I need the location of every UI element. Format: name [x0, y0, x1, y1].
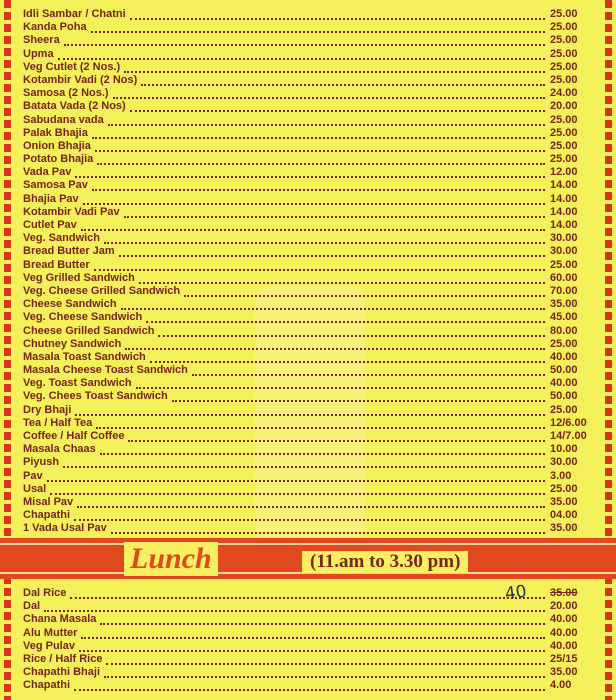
- dot-leader: [83, 201, 545, 205]
- menu-item: [23, 140, 590, 153]
- item-price: 25.00: [550, 113, 578, 126]
- menu-item: [23, 338, 590, 351]
- dot-leader: [158, 333, 545, 337]
- item-name: Chapathi: [23, 509, 71, 522]
- item-price: 25.00: [550, 8, 578, 20]
- item-name: Kotambir Vadi (2 Nos): [23, 73, 138, 86]
- menu-item: [23, 522, 590, 535]
- item-name: Bread Butter: [23, 258, 90, 271]
- item-price: 60.00: [550, 271, 578, 284]
- dot-leader: [125, 346, 545, 350]
- dot-leader: [106, 661, 545, 665]
- item-price: 20.00: [550, 600, 578, 613]
- dot-leader: [124, 69, 545, 73]
- menu-item: [23, 351, 590, 364]
- menu-item: [23, 166, 590, 179]
- menu-item: [23, 245, 590, 258]
- item-name: Batata Vada (2 Nos): [23, 100, 126, 113]
- menu-item: [23, 179, 590, 192]
- dot-leader: [92, 187, 545, 191]
- item-name: Onion Bhajia: [23, 139, 91, 152]
- menu-item: [23, 48, 590, 61]
- item-name: Alu Mutter: [23, 626, 78, 639]
- dot-leader: [74, 687, 545, 691]
- menu-item: [23, 483, 590, 496]
- dot-leader: [111, 530, 545, 534]
- item-name: Dry Bhaji: [23, 403, 72, 416]
- menu-item: [23, 325, 590, 338]
- dot-leader: [172, 398, 545, 402]
- dot-leader: [63, 464, 545, 468]
- item-name: Cheese Grilled Sandwich: [23, 324, 155, 337]
- dot-leader: [79, 648, 545, 652]
- menu-item: [23, 417, 590, 430]
- item-name: Sheera: [23, 34, 60, 47]
- dot-leader: [104, 674, 545, 678]
- dot-leader: [100, 621, 545, 625]
- dot-leader: [139, 280, 545, 284]
- dot-leader: [184, 293, 545, 297]
- item-name: Misal Pav: [23, 495, 74, 508]
- dot-leader: [141, 82, 545, 86]
- item-price: 35.00: [550, 298, 578, 311]
- menu-item: [23, 61, 590, 74]
- item-name: Piyush: [23, 456, 60, 469]
- dot-leader: [128, 438, 545, 442]
- item-name: Veg. Toast Sandwich: [23, 377, 132, 390]
- menu-item: [23, 219, 590, 232]
- item-price: 3.00: [550, 469, 572, 482]
- menu-item: [23, 404, 590, 417]
- item-price: 4.00: [550, 679, 572, 692]
- menu-item: [23, 311, 590, 324]
- dot-leader: [136, 385, 545, 389]
- item-name: Veg Grilled Sandwich: [23, 271, 135, 284]
- item-name: Kanda Poha: [23, 21, 87, 34]
- menu-item: [23, 456, 590, 469]
- item-name: Bread Butter Jam: [23, 245, 115, 258]
- item-price: 25.00: [550, 73, 578, 86]
- item-name: Bhajia Pav: [23, 192, 79, 205]
- dot-leader: [77, 504, 545, 508]
- menu-item: [23, 100, 590, 113]
- menu-item: [23, 259, 590, 272]
- item-price: 40.00: [550, 377, 578, 390]
- item-name: Samosa Pav: [23, 179, 88, 192]
- dot-leader: [70, 595, 545, 599]
- dot-leader: [108, 122, 545, 126]
- item-name: Veg. Cheese Grilled Sandwich: [23, 284, 181, 297]
- lunch-time: (11.am to 3.30 pm): [302, 551, 468, 573]
- item-name: 1 Vada Usal Pav: [23, 522, 107, 535]
- dot-leader: [74, 517, 545, 521]
- item-price: 14.00: [550, 179, 578, 192]
- dot-leader: [94, 267, 545, 271]
- item-name: Cheese Sandwich: [23, 298, 117, 311]
- dot-leader: [192, 372, 545, 376]
- dot-leader: [81, 635, 545, 639]
- lunch-title: Lunch: [124, 542, 218, 576]
- item-price: 50.00: [550, 364, 578, 377]
- item-price: 25.00: [550, 337, 578, 350]
- item-price: 30.00: [550, 456, 578, 469]
- item-price: 50.00: [550, 390, 578, 403]
- item-price: 14.00: [550, 205, 578, 218]
- menu-item: [23, 127, 590, 140]
- item-price: 24.00: [550, 87, 578, 100]
- lunch-menu-list: [23, 587, 590, 693]
- item-price: 25/15: [550, 652, 578, 665]
- item-price: 40.00: [550, 350, 578, 363]
- menu-item: [23, 666, 590, 679]
- menu-item: [23, 114, 590, 127]
- item-price: 25.00: [550, 47, 578, 60]
- item-price: 25.00: [550, 153, 578, 166]
- item-name: Pav: [23, 469, 43, 482]
- menu-item: [23, 34, 590, 47]
- item-name: Potato Bhajia: [23, 153, 94, 166]
- left-decorative-border: [4, 0, 11, 700]
- item-price: 40.00: [550, 639, 578, 652]
- handwritten-price: 40: [503, 581, 528, 605]
- item-price: 80.00: [550, 324, 578, 337]
- item-price: 12.00: [550, 166, 578, 179]
- item-name: Veg. Chees Toast Sandwich: [23, 390, 168, 403]
- menu-item: [23, 496, 590, 509]
- item-name: Sabudana vada: [23, 113, 104, 126]
- item-name: Kotambir Vadi Pav: [23, 205, 120, 218]
- item-name: Masala Chaas: [23, 443, 96, 456]
- item-price: 70.00: [550, 284, 578, 297]
- item-price: 25.00: [550, 258, 578, 271]
- dot-leader: [91, 29, 545, 33]
- item-price: 04.00: [550, 509, 578, 522]
- dot-leader: [130, 16, 545, 20]
- dot-leader: [124, 214, 545, 218]
- dot-leader: [150, 359, 545, 363]
- menu-item: [23, 87, 590, 100]
- item-price: 30.00: [550, 232, 578, 245]
- item-price: 14.00: [550, 219, 578, 231]
- menu-item: [23, 74, 590, 87]
- item-price: 25.00: [550, 126, 578, 139]
- dot-leader: [92, 135, 545, 139]
- item-price: 30.00: [550, 245, 578, 258]
- dot-leader: [75, 174, 545, 178]
- dot-leader: [64, 42, 545, 46]
- item-price: 10.00: [550, 443, 578, 456]
- dot-leader: [47, 478, 545, 482]
- menu-item: [23, 8, 590, 21]
- item-name: Usal: [23, 482, 47, 495]
- menu-item: [23, 613, 590, 626]
- menu-item: [23, 21, 590, 34]
- item-name: Tea / Half Tea: [23, 416, 93, 429]
- item-name: Masala Toast Sandwich: [23, 350, 146, 363]
- menu-item: [23, 364, 590, 377]
- dot-leader: [81, 227, 545, 231]
- right-decorative-border: [605, 0, 612, 700]
- menu-item: [23, 272, 590, 285]
- dot-leader: [58, 56, 545, 60]
- menu-item: [23, 679, 590, 692]
- item-name: Upma: [23, 47, 54, 60]
- dot-leader: [96, 425, 545, 429]
- menu-item: [23, 206, 590, 219]
- item-name: Vada Pav: [23, 166, 72, 179]
- item-name: Samosa (2 Nos.): [23, 87, 109, 100]
- item-name: Coffee / Half Coffee: [23, 430, 125, 442]
- item-name: Veg Pulav: [23, 639, 75, 652]
- dot-leader: [44, 608, 545, 612]
- dot-leader: [146, 319, 545, 323]
- menu-item: [23, 470, 590, 483]
- menu-item: [23, 430, 590, 443]
- item-price: 45.00: [550, 311, 578, 324]
- item-price: 25.00: [550, 139, 578, 152]
- menu-item: [23, 600, 590, 613]
- item-name: Masala Cheese Toast Sandwich: [23, 364, 188, 377]
- item-name: Idli Sambar / Chatni: [23, 8, 126, 20]
- item-price: 40.00: [550, 626, 578, 639]
- menu-item: [23, 640, 590, 653]
- dot-leader: [121, 306, 545, 310]
- menu-item: [23, 232, 590, 245]
- menu-item: [23, 377, 590, 390]
- item-price: 25.00: [550, 482, 578, 495]
- dot-leader: [113, 95, 545, 99]
- item-name: Veg. Cheese Sandwich: [23, 311, 143, 324]
- item-price: 12/6.00: [550, 416, 587, 429]
- breakfast-menu-list: [23, 8, 590, 536]
- menu-item: [23, 627, 590, 640]
- dot-leader: [75, 412, 545, 416]
- item-price: 14/7.00: [550, 430, 587, 442]
- menu-item: [23, 153, 590, 166]
- menu-item: [23, 653, 590, 666]
- item-price: 20.00: [550, 100, 578, 113]
- menu-item: [23, 509, 590, 522]
- item-price: 25.00: [550, 403, 578, 416]
- item-price: 35.00: [550, 666, 578, 679]
- item-price: 35.00: [550, 522, 578, 535]
- menu-item: [23, 298, 590, 311]
- menu-item: [23, 193, 590, 206]
- menu-item: [23, 443, 590, 456]
- item-price: 25.00: [550, 34, 578, 47]
- dot-leader: [104, 240, 545, 244]
- item-name: Cutlet Pav: [23, 219, 77, 231]
- dot-leader: [50, 491, 545, 495]
- item-name: Chapathi Bhaji: [23, 666, 101, 679]
- dot-leader: [97, 161, 545, 165]
- item-price: 35.00: [550, 587, 578, 599]
- dot-leader: [95, 148, 545, 152]
- menu-item: [23, 390, 590, 403]
- dot-leader: [100, 451, 545, 455]
- menu-item: [23, 285, 590, 298]
- item-price: 25.00: [550, 21, 578, 34]
- item-price: 40.00: [550, 613, 578, 626]
- item-price: 35.00: [550, 495, 578, 508]
- item-name: Chana Masala: [23, 613, 97, 626]
- item-name: Dal: [23, 600, 41, 613]
- item-name: Dal Rice: [23, 587, 67, 599]
- item-name: Veg Cutlet (2 Nos.): [23, 60, 121, 73]
- item-name: Rice / Half Rice: [23, 652, 103, 665]
- item-name: Chapathi: [23, 679, 71, 692]
- item-name: Chutney Sandwich: [23, 337, 122, 350]
- dot-leader: [119, 253, 545, 257]
- item-name: Veg. Sandwich: [23, 232, 101, 245]
- item-name: Palak Bhajia: [23, 126, 88, 139]
- dot-leader: [130, 108, 545, 112]
- item-price: 14.00: [550, 192, 578, 205]
- item-price: 25.00: [550, 60, 578, 73]
